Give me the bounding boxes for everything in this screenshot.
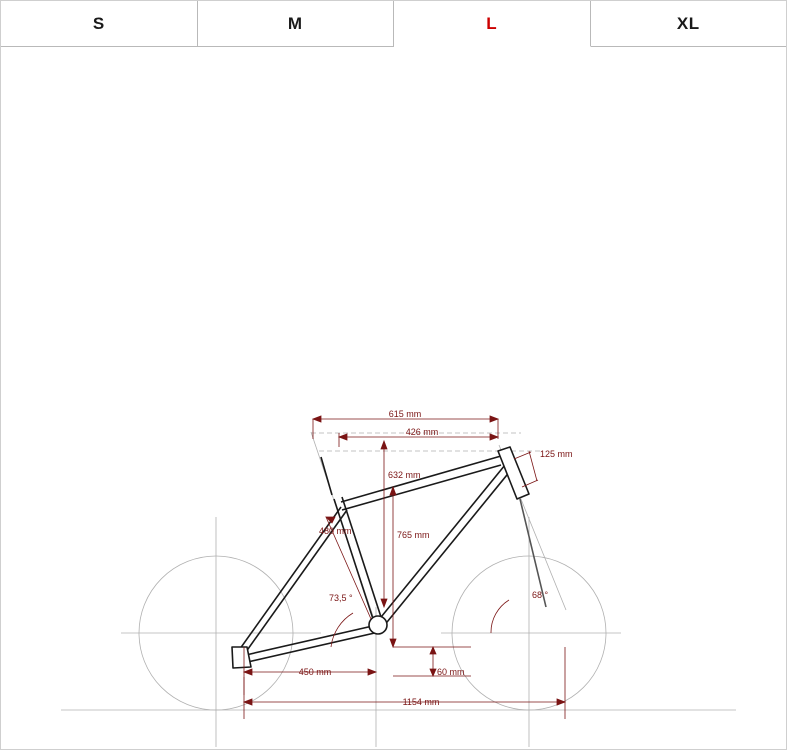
dim-632-arrow-bottom: [381, 599, 387, 607]
chain-stay: [237, 625, 377, 657]
dim-1154-arrow-right: [557, 699, 565, 705]
angle-label-head-tube: 68 °: [532, 590, 549, 600]
dim-615-arrow-right: [490, 416, 498, 422]
dim-60-arrow-top: [430, 647, 436, 654]
angle-head-arc: [491, 600, 509, 633]
dim-60-arrow-bottom: [430, 669, 436, 676]
size-tab-m[interactable]: M: [198, 1, 395, 47]
down-tube: [377, 465, 505, 622]
size-tab-s[interactable]: S: [1, 1, 198, 47]
frame-geometry-drawing: [1, 47, 786, 749]
dim-label-125: 125 mm: [540, 449, 573, 459]
angle-label-seat-tube: 73,5 °: [329, 593, 353, 603]
bottom-bracket: [369, 616, 387, 634]
dim-632-arrow-top: [381, 441, 387, 449]
dim-125-line: [529, 451, 537, 481]
dimension-lines: [244, 416, 565, 719]
frame-tubes: [232, 447, 546, 668]
dim-label-480: 480 mm: [319, 526, 352, 536]
dim-615-arrow-left: [313, 416, 321, 422]
dim-label-765: 765 mm: [397, 530, 430, 540]
top-tube-lower: [342, 465, 501, 510]
dim-label-632: 632 mm: [388, 470, 421, 480]
size-tab-l[interactable]: L: [394, 1, 591, 47]
dim-label-60: 60 mm: [437, 667, 465, 677]
size-tab-bar: [1, 1, 786, 47]
dim-426-arrow-left: [339, 434, 347, 440]
dim-label-426: 426 mm: [405, 427, 439, 437]
rear-dropout: [232, 647, 251, 668]
dim-450-arrow-left: [244, 669, 252, 675]
dim-125-leader: [514, 452, 531, 459]
top-tube: [341, 456, 501, 502]
dim-426-arrow-right: [490, 434, 498, 440]
chain-stay-lower: [239, 632, 379, 664]
dim-450-arrow-right: [368, 669, 376, 675]
dim-label-1154: 1154 mm: [402, 697, 440, 707]
dim-765-arrow-bottom: [390, 639, 396, 647]
size-tab-xl[interactable]: XL: [591, 1, 787, 47]
dim-label-450: 450 mm: [298, 667, 332, 677]
dim-label-615: 615 mm: [388, 409, 422, 419]
seat-post: [321, 457, 332, 495]
